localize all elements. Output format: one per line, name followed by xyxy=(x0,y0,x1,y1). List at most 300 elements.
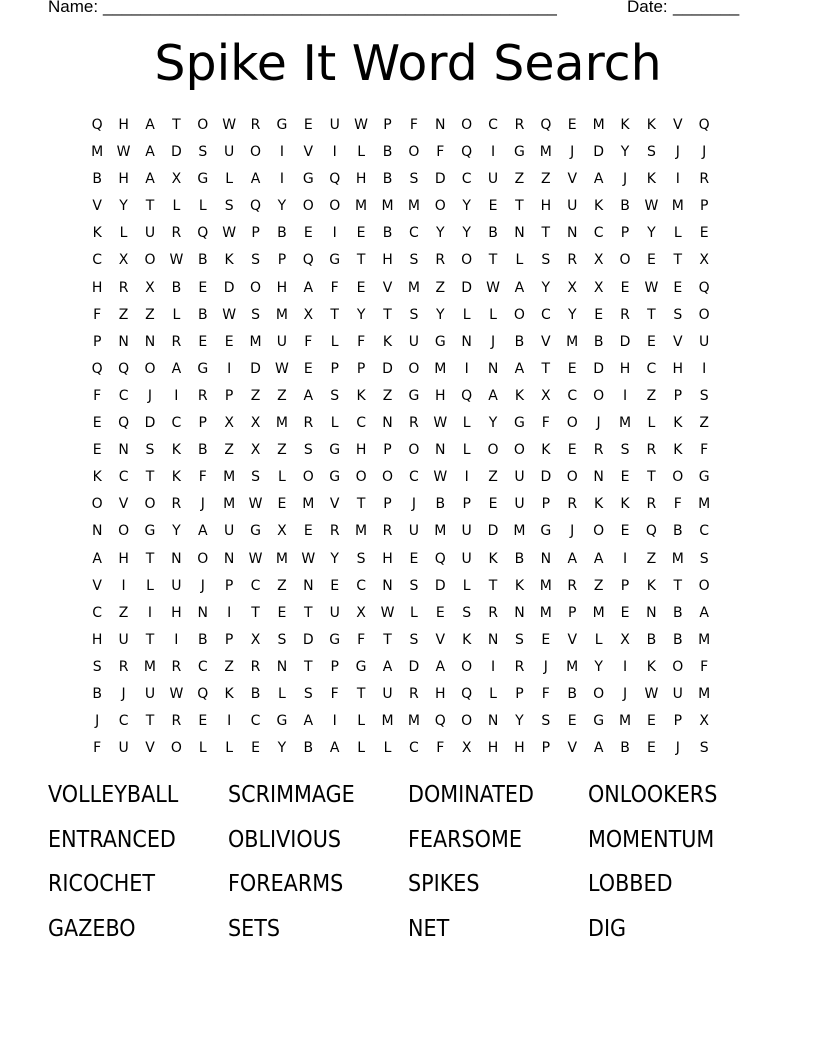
grid-letter: S xyxy=(251,252,260,269)
grid-letter: N xyxy=(144,333,156,350)
grid-letter: O xyxy=(197,550,209,567)
word-list-item: RICOCHET xyxy=(48,871,155,897)
grid-letter: B xyxy=(514,550,525,567)
grid-letter: L xyxy=(330,415,339,432)
grid-letter: M xyxy=(671,550,684,567)
grid-letter: N xyxy=(197,604,208,621)
grid-letter: G xyxy=(434,333,446,350)
grid-letter: W xyxy=(354,117,369,133)
grid-letter: J xyxy=(570,144,575,161)
grid-letter: N xyxy=(382,577,393,594)
grid-letter: P xyxy=(541,740,551,757)
grid-letter: K xyxy=(646,577,656,594)
grid-letter: Z xyxy=(224,658,234,675)
grid-letter: C xyxy=(593,225,604,242)
grid-letter: O xyxy=(170,740,182,757)
letter-grid xyxy=(84,112,738,762)
grid-letter: D xyxy=(434,577,446,594)
grid-letter: Q xyxy=(197,685,209,702)
grid-letter: U xyxy=(118,631,129,648)
grid-letter: T xyxy=(145,469,155,486)
name-blank-line: ________________________________________________ xyxy=(103,0,557,16)
grid-letter: M xyxy=(302,496,315,513)
grid-letter: R xyxy=(250,658,261,675)
grid-letter: U xyxy=(514,496,525,513)
grid-letter: R xyxy=(620,306,630,323)
grid-letter: W xyxy=(248,496,263,513)
grid-letter: C xyxy=(699,523,710,540)
grid-letter: C xyxy=(461,171,472,188)
grid-letter: S xyxy=(462,604,472,621)
grid-letter: S xyxy=(541,252,551,269)
grid-letter: U xyxy=(118,740,129,757)
grid-letter: A xyxy=(488,387,498,404)
grid-letter: W xyxy=(275,360,289,377)
grid-letter: X xyxy=(250,631,261,648)
grid-letter: Y xyxy=(435,306,445,323)
grid-letter: M xyxy=(143,658,157,675)
grid-letter: B xyxy=(171,279,182,296)
grid-letter: I xyxy=(279,144,284,161)
grid-letter: V xyxy=(92,577,102,594)
grid-letter: X xyxy=(118,252,129,269)
grid-letter: Q xyxy=(197,225,209,242)
grid-letter: U xyxy=(408,333,419,350)
grid-letter: H xyxy=(118,117,129,133)
grid-letter: I xyxy=(279,171,284,188)
grid-letter: M xyxy=(275,306,288,323)
grid-letter: O xyxy=(672,658,684,675)
grid-letter: Q xyxy=(91,360,103,377)
grid-letter: M xyxy=(355,198,368,215)
word-list-item: SETS xyxy=(228,915,281,942)
grid-letter: B xyxy=(382,225,393,242)
grid-letter: S xyxy=(277,631,287,648)
grid-letter: L xyxy=(357,713,365,730)
grid-letter: H xyxy=(619,360,631,377)
grid-letter: W xyxy=(486,279,500,296)
grid-letter: N xyxy=(118,333,129,350)
grid-letter: F xyxy=(673,496,682,513)
grid-letter: E xyxy=(594,306,604,323)
grid-letter: S xyxy=(145,442,155,459)
grid-letter: N xyxy=(461,333,472,350)
grid-letter: X xyxy=(277,523,287,540)
grid-letter: Z xyxy=(224,442,234,459)
grid-letter: O xyxy=(698,577,710,594)
grid-letter: H xyxy=(118,171,129,188)
grid-letter: M xyxy=(592,117,605,133)
grid-letter: P xyxy=(224,631,234,648)
grid-letter: R xyxy=(118,279,129,296)
grid-letter: T xyxy=(356,496,366,513)
grid-letter: B xyxy=(197,306,208,323)
grid-letter: T xyxy=(541,360,551,377)
grid-letter: L xyxy=(172,306,181,323)
grid-letter: P xyxy=(515,685,524,702)
grid-letter: S xyxy=(409,631,419,648)
grid-letter: W xyxy=(433,469,448,486)
grid-letter: Z xyxy=(541,171,551,188)
grid-letter: O xyxy=(487,442,499,459)
grid-letter: V xyxy=(567,631,578,648)
grid-letter: O xyxy=(461,713,473,730)
grid-letter: D xyxy=(302,631,314,648)
grid-letter: H xyxy=(487,740,499,757)
grid-letter: M xyxy=(592,604,605,621)
grid-letter: A xyxy=(593,171,604,188)
grid-letter: X xyxy=(699,252,709,269)
grid-letter: N xyxy=(223,550,235,567)
grid-letter: T xyxy=(251,604,260,621)
grid-letter: K xyxy=(224,685,234,702)
grid-letter: G xyxy=(329,469,341,486)
grid-letter: F xyxy=(357,631,366,648)
grid-letter: V xyxy=(673,333,683,350)
grid-letter: A xyxy=(514,279,525,296)
grid-letter: L xyxy=(489,306,497,323)
grid-letter: L xyxy=(172,198,181,215)
grid-letter: H xyxy=(171,604,182,621)
grid-letter: T xyxy=(647,469,656,486)
grid-letter: E xyxy=(488,198,498,215)
grid-letter: Z xyxy=(118,604,129,621)
grid-letter: R xyxy=(488,604,498,621)
grid-letter: E xyxy=(567,713,577,730)
grid-letter: M xyxy=(698,685,711,702)
grid-letter: K xyxy=(620,496,630,513)
grid-letter: B xyxy=(250,685,261,702)
grid-letter: C xyxy=(408,225,419,242)
grid-letter: J xyxy=(95,713,100,730)
grid-letter: L xyxy=(278,469,286,486)
grid-letter: O xyxy=(566,415,578,432)
grid-letter: V xyxy=(435,631,446,648)
word-list-item: VOLLEYBALL xyxy=(48,782,179,808)
grid-letter: B xyxy=(92,685,102,702)
grid-letter: O xyxy=(408,144,420,161)
grid-letter: O xyxy=(144,360,156,377)
grid-letter: J xyxy=(570,523,575,540)
grid-letter: L xyxy=(146,577,154,594)
grid-letter: G xyxy=(698,469,710,486)
grid-letter: A xyxy=(593,550,604,567)
grid-letter: R xyxy=(303,415,314,432)
grid-letter: D xyxy=(250,360,261,377)
grid-letter: V xyxy=(92,198,102,215)
grid-letter: R xyxy=(171,713,182,730)
grid-letter: G xyxy=(540,523,552,540)
grid-letter: A xyxy=(145,117,155,133)
grid-letter: Z xyxy=(382,387,393,404)
grid-letter: O xyxy=(672,469,684,486)
grid-letter: C xyxy=(356,415,366,432)
grid-letter: E xyxy=(303,117,313,133)
grid-letter: D xyxy=(593,360,604,377)
grid-letter: W xyxy=(380,604,395,621)
grid-letter: I xyxy=(227,360,232,377)
grid-letter: X xyxy=(567,279,578,296)
grid-letter: K xyxy=(356,387,366,404)
grid-letter: B xyxy=(620,740,630,757)
grid-letter: I xyxy=(227,604,232,621)
word-list-item: NET xyxy=(408,915,450,942)
grid-letter: R xyxy=(435,252,446,269)
grid-letter: O xyxy=(513,306,525,323)
grid-letter: H xyxy=(355,442,367,459)
grid-letter: H xyxy=(276,279,288,296)
grid-letter: C xyxy=(540,306,551,323)
grid-letter: E xyxy=(567,360,577,377)
grid-letter: R xyxy=(646,496,657,513)
grid-letter: X xyxy=(171,171,182,188)
grid-letter: V xyxy=(329,496,340,513)
grid-letter: N xyxy=(646,604,657,621)
grid-letter: U xyxy=(567,198,578,215)
grid-letter: C xyxy=(646,360,657,377)
grid-letter: T xyxy=(356,685,366,702)
grid-letter: T xyxy=(330,306,339,323)
grid-letter: B xyxy=(593,333,604,350)
grid-letter: O xyxy=(461,117,473,133)
grid-letter: Q xyxy=(118,360,130,377)
grid-letter: N xyxy=(487,360,499,377)
grid-letter: C xyxy=(92,604,103,621)
grid-letter: G xyxy=(302,171,314,188)
grid-letter: E xyxy=(224,333,234,350)
grid-letter: O xyxy=(461,658,473,675)
grid-letter: S xyxy=(515,631,524,648)
grid-letter: B xyxy=(646,631,657,648)
grid-letter: J xyxy=(200,577,205,594)
grid-letter: X xyxy=(620,631,630,648)
grid-letter: K xyxy=(514,387,525,404)
grid-letter: T xyxy=(145,631,155,648)
grid-letter: E xyxy=(277,496,287,513)
grid-letter: Z xyxy=(277,577,287,594)
grid-letter: E xyxy=(356,279,366,296)
grid-letter: S xyxy=(699,387,709,404)
grid-letter: S xyxy=(409,171,419,188)
grid-letter: H xyxy=(382,550,393,567)
grid-letter: Q xyxy=(540,117,552,133)
grid-letter: P xyxy=(673,387,683,404)
grid-letter: S xyxy=(303,442,313,459)
grid-letter: P xyxy=(277,252,287,269)
grid-letter: Y xyxy=(620,144,630,161)
grid-letter: Z xyxy=(145,306,155,323)
grid-letter: L xyxy=(278,685,286,702)
grid-letter: K xyxy=(646,117,656,133)
grid-letter: K xyxy=(594,198,604,215)
grid-letter: V xyxy=(145,740,155,757)
grid-letter: H xyxy=(91,631,103,648)
grid-letter: D xyxy=(170,144,182,161)
grid-letter: F xyxy=(436,144,445,161)
grid-letter: E xyxy=(646,252,656,269)
grid-letter: M xyxy=(223,496,236,513)
grid-letter: L xyxy=(647,415,656,432)
grid-letter: D xyxy=(619,333,631,350)
grid-letter: G xyxy=(329,442,341,459)
grid-letter: A xyxy=(567,550,578,567)
grid-letter: P xyxy=(462,496,471,513)
grid-letter: L xyxy=(409,604,418,621)
grid-letter: U xyxy=(382,685,393,702)
grid-letter: H xyxy=(118,550,129,567)
grid-letter: Z xyxy=(250,387,261,404)
grid-letter: K xyxy=(382,333,393,350)
grid-letter: I xyxy=(227,713,232,730)
grid-letter: Z xyxy=(593,577,604,594)
grid-letter: V xyxy=(567,740,578,757)
grid-letter: I xyxy=(147,604,153,621)
grid-letter: B xyxy=(277,225,287,242)
grid-letter: E xyxy=(620,523,630,540)
word-list-item: ONLOOKERS xyxy=(588,782,718,808)
grid-letter: M xyxy=(91,144,104,161)
grid-letter: P xyxy=(251,225,260,242)
grid-letter: J xyxy=(675,740,680,757)
grid-letter: T xyxy=(488,252,498,269)
grid-letter: U xyxy=(487,171,499,188)
grid-letter: K xyxy=(462,631,472,648)
grid-letter: X xyxy=(224,415,234,432)
grid-letter: A xyxy=(514,360,525,377)
grid-letter: S xyxy=(251,469,260,486)
grid-letter: N xyxy=(118,442,129,459)
grid-letter: R xyxy=(593,442,604,459)
grid-letter: T xyxy=(541,225,551,242)
grid-letter: M xyxy=(275,550,288,567)
grid-letter: S xyxy=(699,550,709,567)
grid-letter: R xyxy=(567,496,578,513)
grid-letter: B xyxy=(514,333,525,350)
grid-letter: I xyxy=(121,577,126,594)
grid-letter: E xyxy=(646,713,656,730)
grid-letter: X xyxy=(250,442,261,459)
grid-letter: O xyxy=(513,442,525,459)
grid-letter: O xyxy=(197,117,209,133)
grid-letter: M xyxy=(539,577,552,594)
grid-letter: Z xyxy=(435,279,446,296)
grid-letter: I xyxy=(622,387,628,404)
grid-letter: E xyxy=(92,415,102,432)
grid-letter: E xyxy=(198,279,208,296)
grid-letter: U xyxy=(461,550,472,567)
grid-letter: J xyxy=(121,685,126,702)
word-list-item: DIG xyxy=(588,915,627,942)
grid-letter: N xyxy=(514,225,525,242)
grid-letter: X xyxy=(541,387,551,404)
grid-letter: P xyxy=(699,198,709,215)
grid-letter: U xyxy=(171,577,182,594)
grid-letter: H xyxy=(355,171,367,188)
grid-letter: C xyxy=(488,117,498,133)
grid-letter: T xyxy=(145,713,155,730)
grid-letter: E xyxy=(488,496,498,513)
grid-letter: F xyxy=(198,469,207,486)
grid-letter: B xyxy=(92,171,102,188)
grid-letter: O xyxy=(619,252,631,269)
grid-letter: W xyxy=(169,252,184,269)
grid-letter: S xyxy=(356,550,366,567)
grid-letter: Y xyxy=(594,658,603,675)
grid-letter: D xyxy=(540,469,552,486)
grid-letter: J xyxy=(490,333,496,350)
grid-letter: P xyxy=(673,713,683,730)
word-list-item: FOREARMS xyxy=(228,871,344,897)
grid-letter: S xyxy=(620,442,630,459)
grid-letter: D xyxy=(408,658,420,675)
grid-letter: U xyxy=(144,225,156,242)
grid-letter: W xyxy=(644,279,659,296)
grid-letter: K xyxy=(673,415,683,432)
grid-letter: U xyxy=(224,523,235,540)
grid-letter: Q xyxy=(461,144,473,161)
grid-letter: R xyxy=(514,658,525,675)
grid-letter: O xyxy=(302,198,314,215)
grid-letter: L xyxy=(225,171,234,188)
grid-letter: F xyxy=(409,117,418,133)
grid-letter: L xyxy=(198,740,207,757)
grid-letter: A xyxy=(92,550,102,567)
grid-letter: E xyxy=(303,225,313,242)
grid-letter: M xyxy=(671,198,684,215)
grid-letter: T xyxy=(673,577,683,594)
grid-letter: I xyxy=(332,144,337,161)
grid-letter: N xyxy=(276,658,288,675)
grid-letter: O xyxy=(118,523,130,540)
grid-letter: U xyxy=(699,333,710,350)
grid-letter: R xyxy=(409,415,419,432)
grid-letter: L xyxy=(462,306,471,323)
grid-letter: N xyxy=(303,577,314,594)
grid-letter: G xyxy=(197,171,209,188)
grid-letter: R xyxy=(250,117,261,133)
grid-letter: U xyxy=(329,604,340,621)
grid-letter: Z xyxy=(488,469,498,486)
grid-letter: Z xyxy=(118,306,129,323)
grid-letter: O xyxy=(408,442,420,459)
grid-letter: T xyxy=(383,631,392,648)
grid-letter: V xyxy=(567,171,578,188)
grid-letter: M xyxy=(355,523,368,540)
grid-letter: S xyxy=(673,306,683,323)
grid-letter: M xyxy=(698,496,711,513)
word-list-item: SCRIMMAGE xyxy=(228,782,355,808)
grid-letter: H xyxy=(672,360,684,377)
grid-letter: M xyxy=(698,631,711,648)
grid-letter: N xyxy=(487,713,499,730)
grid-letter: X xyxy=(593,252,604,269)
grid-letter: H xyxy=(435,387,446,404)
grid-letter: K xyxy=(171,469,181,486)
grid-letter: F xyxy=(330,685,339,702)
grid-letter: J xyxy=(622,171,628,188)
grid-letter: O xyxy=(461,252,473,269)
grid-letter: T xyxy=(647,306,656,323)
grid-letter: R xyxy=(382,523,393,540)
grid-letter: W xyxy=(222,117,237,133)
grid-letter: O xyxy=(329,198,341,215)
grid-letter: I xyxy=(174,387,179,404)
grid-letter: O xyxy=(144,252,156,269)
grid-letter: K xyxy=(514,577,525,594)
grid-letter: V xyxy=(541,333,551,350)
grid-letter: X xyxy=(303,306,314,323)
grid-letter: E xyxy=(567,117,577,133)
